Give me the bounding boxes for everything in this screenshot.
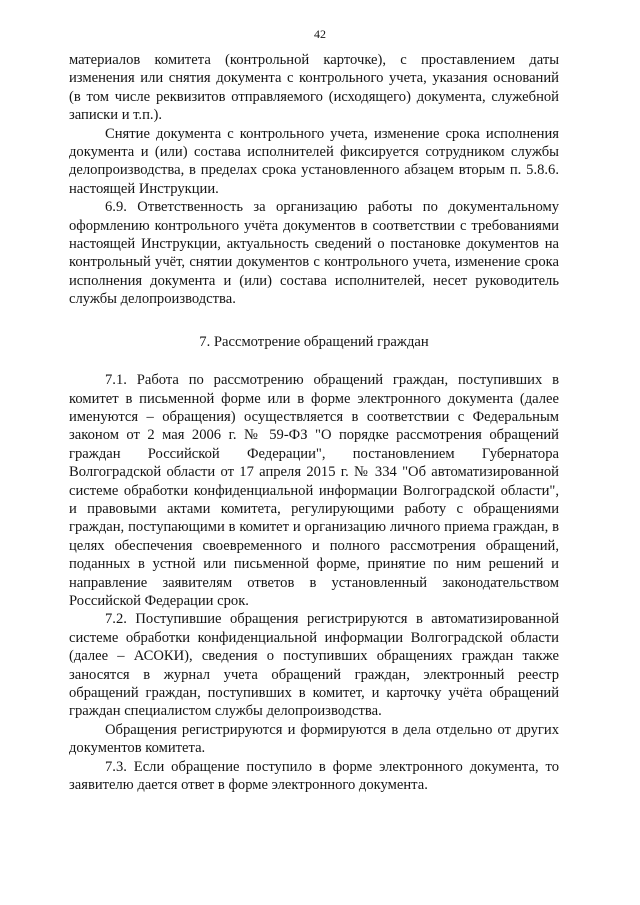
paragraph: Снятие документа с контрольного учета, изменение срока исполнения документа и (или) состава исполнителей фиксируется сотрудником службы делопроизводства, в пределах срока установленного абзацем вторым п. 5.8.6. настоящей Инструкции. — [69, 125, 559, 197]
paragraph: материалов комитета (контрольной карточке), с проставлением даты изменения или снятия документа с контрольного учета, указания оснований (в том числе реквизитов отправляемого (исходящего) документа, служебной записки и т.п.). — [69, 52, 559, 124]
document-body — [69, 51, 559, 794]
paragraph-7-3: 7.3. Если обращение поступило в форме электронного документа, то заявителю дается ответ в форме электронного документа. — [69, 758, 559, 794]
page-number: 42 — [314, 27, 326, 41]
paragraph-6-9: 6.9. Ответственность за организацию работы по документальному оформлению контрольного учёта документов в соответствии с требованиями настоящей Инструкции, актуальность сведений о постановке документов на контрольный учёт, снятии документов с контрольного учета, изменение срока исполнения документа и (или) состава исполнителей, несет руководитель службы делопроизводства. — [69, 199, 559, 308]
paragraph: Обращения регистрируются и формируются в дела отдельно от других документов комитета. — [69, 721, 559, 757]
paragraph-7-1: 7.1. Работа по рассмотрению обращений граждан, поступивших в комитет в письменной форме или в форме электронного документа (далее именуются – обращения) осуществляется в соответствии с Федеральным законом от 2 мая 2006 г. № 59-ФЗ "О порядке рассмотрения обращений граждан Российской Федерации", постановлением Губернатора Волгоградской области от 17 апреля 2015 г. № 334 "Об автоматизированной системе обработки конфиденциальной информации Волгоградской области", и правовыми актами комитета, регулирующими работу с обращениями граждан, поступающими в комитет и организацию личного приема граждан, в целях обеспечения своевременного и полного рассмотрения обращений, поданных в устной или письменной форме, принятие по ним решений и направление заявителям ответов в установленный законодательством Российской Федерации срок. — [69, 372, 559, 609]
paragraph-7-2: 7.2. Поступившие обращения регистрируются в автоматизированной системе обработки конфиденциальной информации Волгоградской области (далее – АСОКИ), сведения о поступивших обращениях граждан также заносятся в журнал учета обращений граждан, электронный реестр обращений граждан, поступивших в комитет, и карточку учёта обращений граждан специалистом службы делопроизводства. — [69, 611, 559, 720]
section-heading: 7. Рассмотрение обращений граждан — [199, 333, 429, 350]
